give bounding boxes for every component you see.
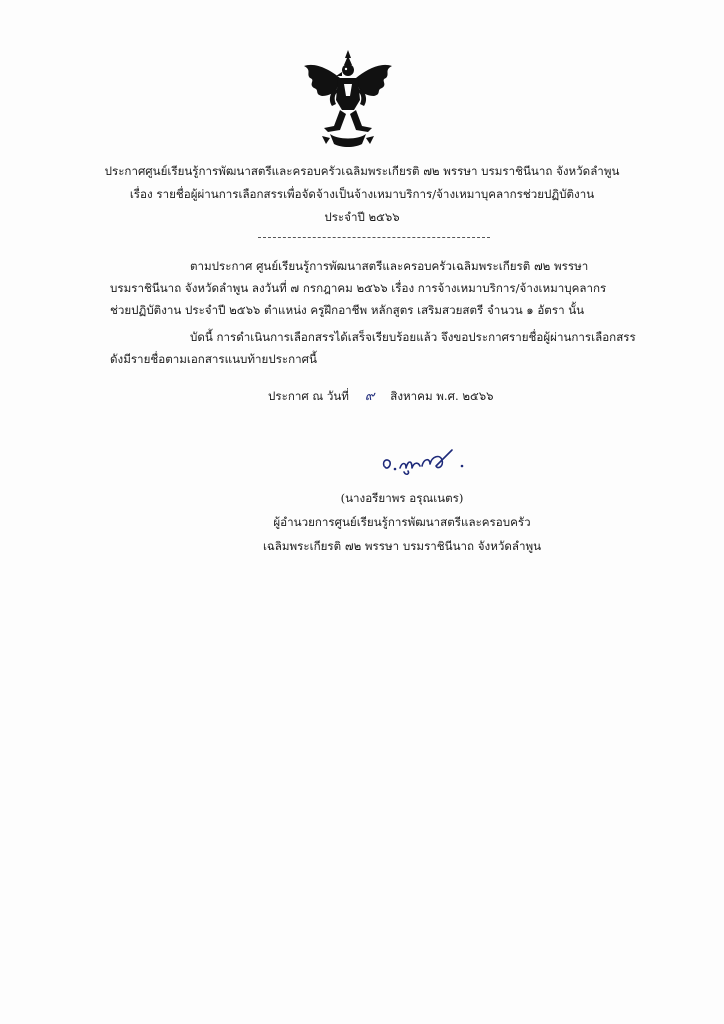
date-day-handwritten: ๙ bbox=[364, 389, 375, 404]
paragraph-1-line-3: ช่วยปฏิบัติงาน ประจำปี ๒๕๖๖ ตำแหน่ง ครูฝึกอาชีพ หลักสูตร เสริมสวยสตรี จำนวน ๑ อัตรา นั้น bbox=[110, 303, 585, 317]
divider bbox=[258, 237, 490, 238]
garuda-emblem-icon bbox=[300, 48, 396, 150]
paragraph-1-line-2: บรมราชินีนาถ จังหวัดลำพูน ลงวันที่ ๗ กรกฎาคม ๒๕๖๖ เรื่อง การจ้างเหมาบริการ/จ้างเหมาบุคลากร bbox=[110, 281, 607, 295]
header-year: ประจำปี ๒๕๖๖ bbox=[324, 210, 400, 224]
signatory-name: (นางอรียาพร อรุณเนตร) bbox=[340, 491, 464, 505]
date-prefix: ประกาศ ณ วันที่ bbox=[268, 389, 349, 403]
paragraph-2-line-1: บัดนี้ การดำเนินการเลือกสรรได้เสร็จเรียบร้อยแล้ว จึงขอประกาศรายชื่อผู้ผ่านการเลือกสรร bbox=[190, 330, 636, 344]
signatory-title-1: ผู้อำนวยการศูนย์เรียนรู้การพัฒนาสตรีและครอบครัว bbox=[273, 515, 531, 529]
signatory-title-2: เฉลิมพระเกียรติ ๗๒ พรรษา บรมราชินีนาถ จังหวัดลำพูน bbox=[262, 539, 542, 553]
paragraph-1-line-1: ตามประกาศ ศูนย์เรียนรู้การพัฒนาสตรีและครอบครัวเฉลิมพระเกียรติ ๗๒ พรรษา bbox=[190, 259, 589, 273]
announcement-date bbox=[268, 385, 493, 406]
paragraph-2-line-2: ดังมีรายชื่อตามเอกสารแนบท้ายประกาศนี้ bbox=[110, 352, 317, 366]
handwritten-signature bbox=[378, 444, 476, 478]
header-subject: เรื่อง รายชื่อผู้ผ่านการเลือกสรรเพื่อจัดจ้างเป็นจ้างเหมาบริการ/จ้างเหมาบุคลากรช่วยปฏิบัติงาน bbox=[129, 187, 595, 201]
date-suffix: สิงหาคม พ.ศ. ๒๕๖๖ bbox=[390, 389, 494, 403]
header-title: ประกาศศูนย์เรียนรู้การพัฒนาสตรีและครอบครัวเฉลิมพระเกียรติ ๗๒ พรรษา บรมราชินีนาถ จังหวัดลำพูน bbox=[104, 164, 620, 178]
